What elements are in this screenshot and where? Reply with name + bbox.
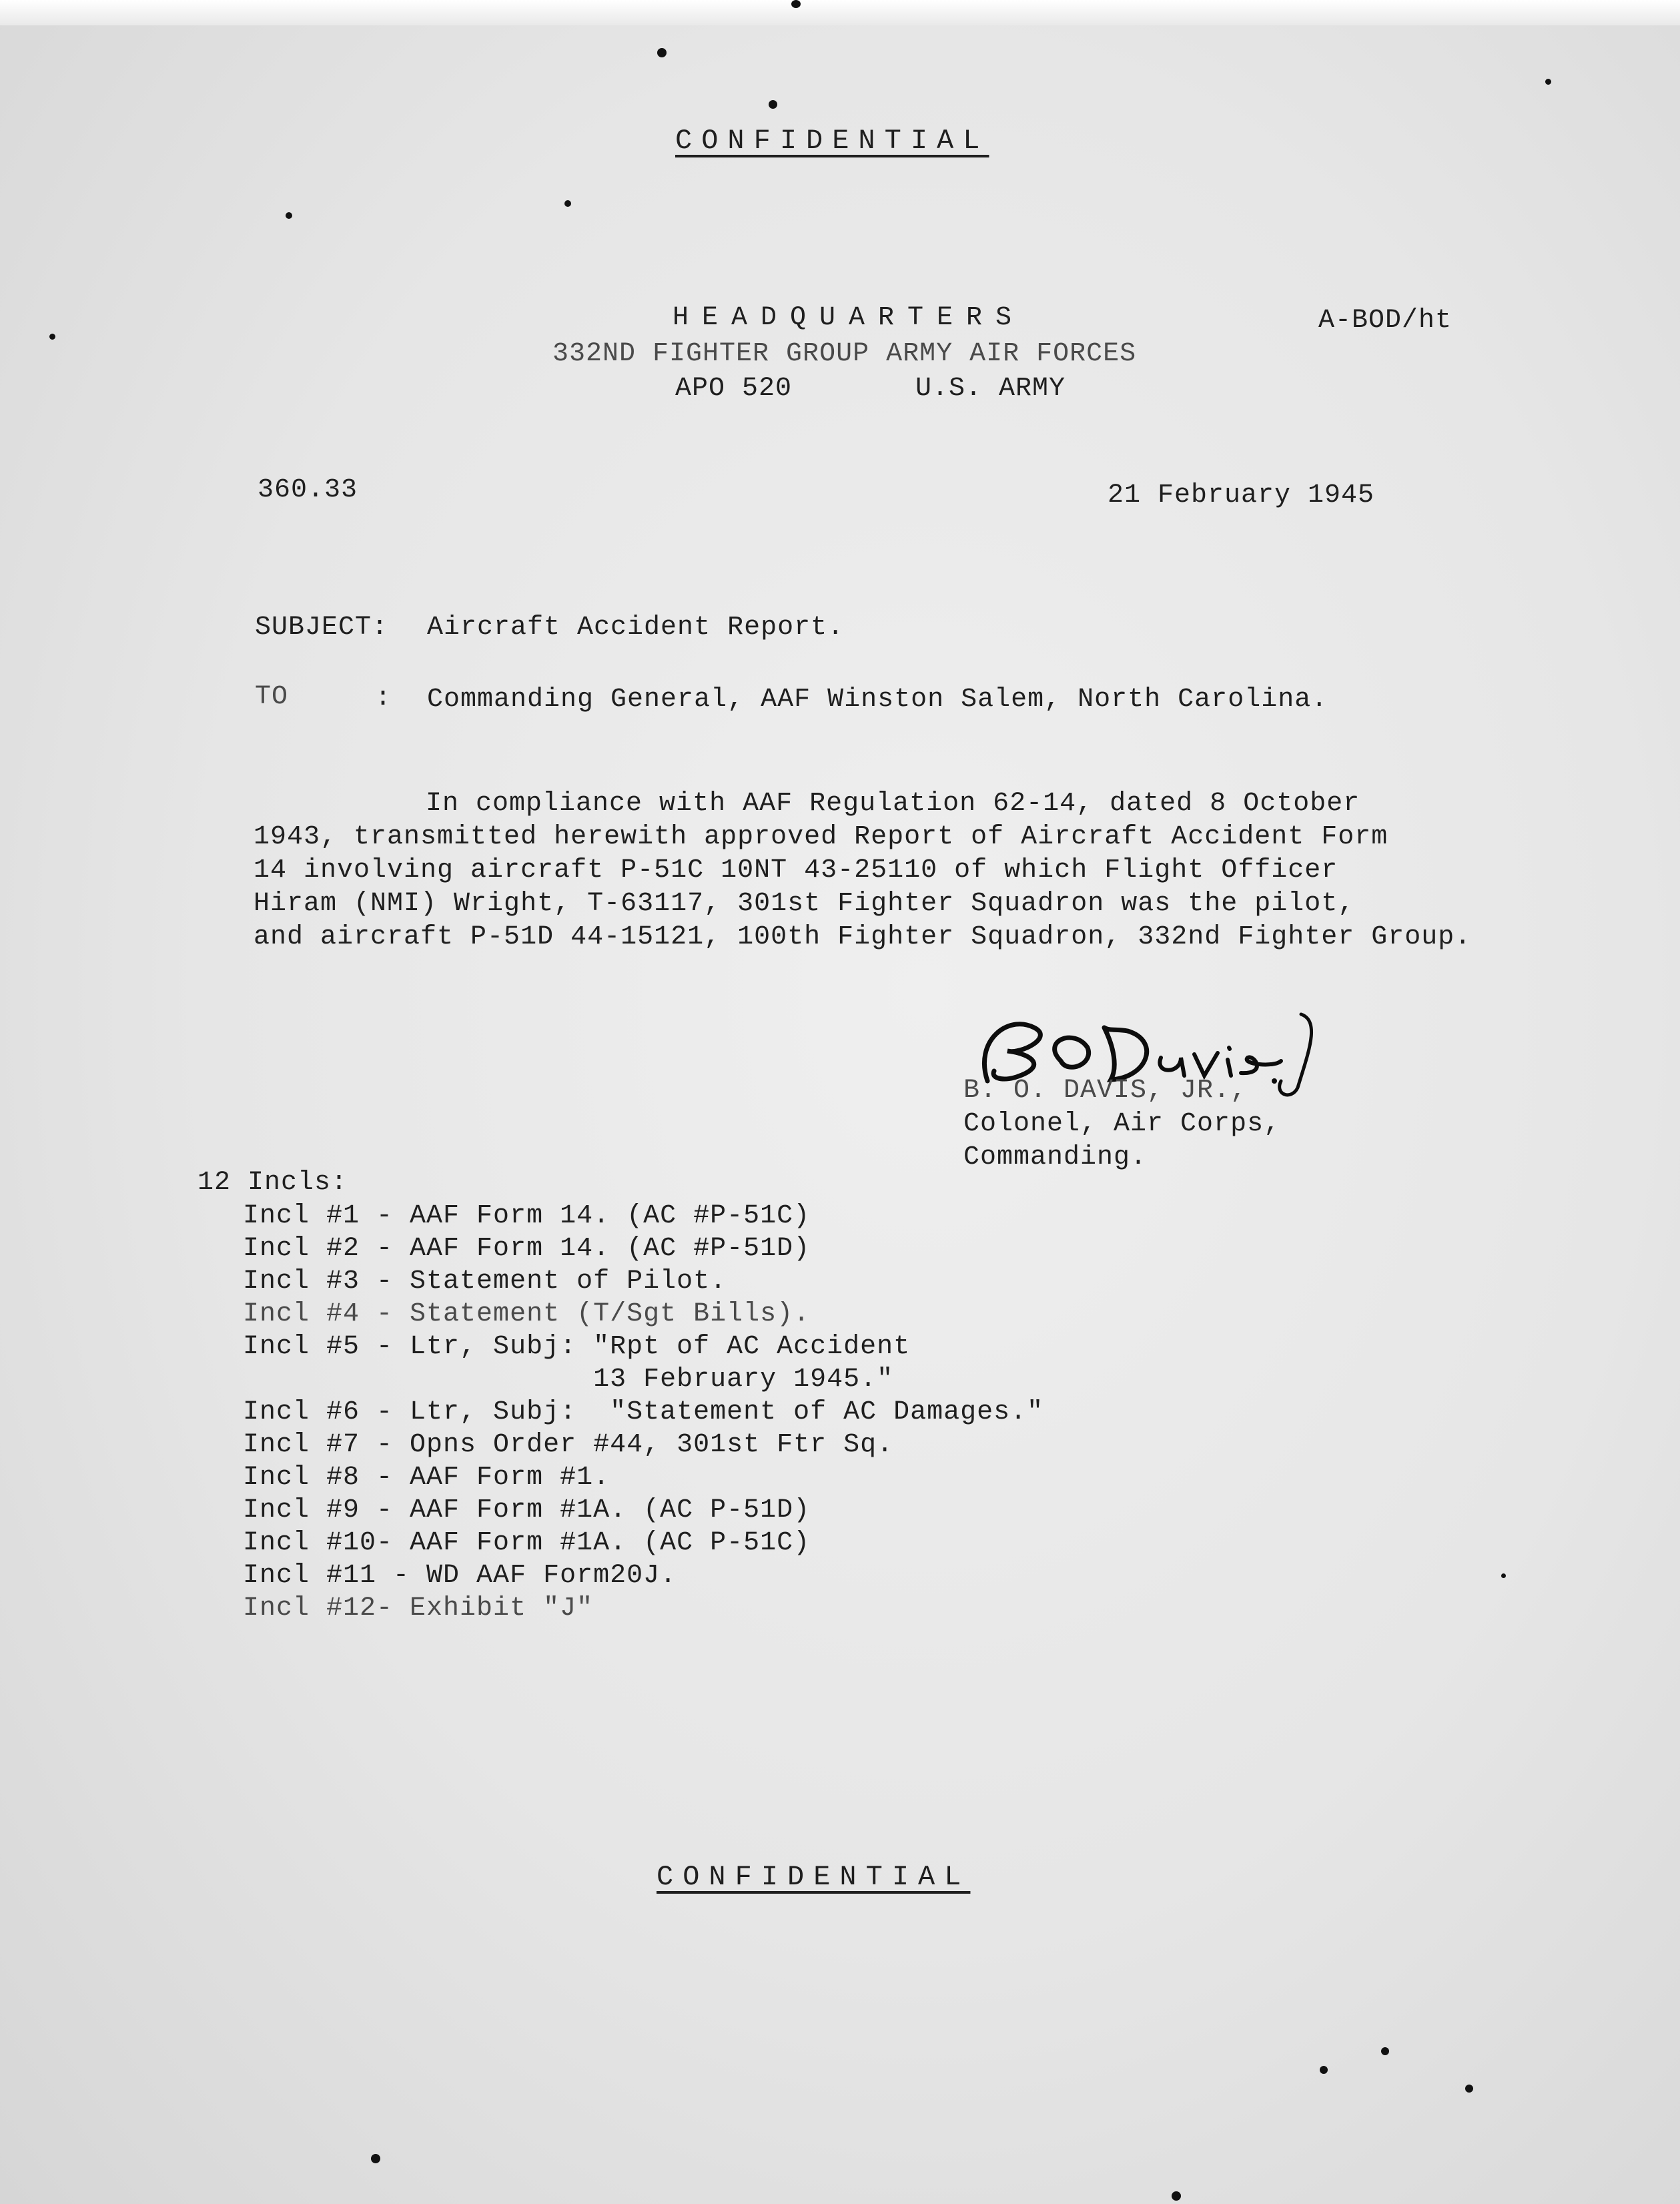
enclosure-item: Incl #2 - AAF Form 14. (AC #P-51D) [243, 1234, 811, 1264]
signer-rank: Colonel, Air Corps, [963, 1109, 1281, 1139]
scan-speck [49, 334, 55, 340]
enclosure-item-continuation: 13 February 1945." [243, 1365, 894, 1395]
scan-top-edge [0, 0, 1680, 25]
enclosure-item: Incl #7 - Opns Order #44, 301st Ftr Sq. [243, 1430, 894, 1460]
scan-speck [1545, 79, 1551, 85]
to-label: TO [255, 682, 289, 712]
enclosure-item: Incl #8 - AAF Form #1. [243, 1463, 610, 1493]
letterhead-headquarters: HEADQUARTERS [673, 303, 1025, 333]
enclosure-item: Incl #6 - Ltr, Subj: "Statement of AC Damages." [243, 1397, 1044, 1427]
scan-speck [286, 212, 292, 219]
scan-speck [657, 48, 667, 57]
body-line: 1943, transmitted herewith approved Report of Aircraft Accident Form [254, 822, 1388, 852]
enclosure-item: Incl #12- Exhibit "J" [243, 1593, 594, 1623]
classification-bottom: CONFIDENTIAL [657, 1861, 971, 1893]
body-line: and aircraft P-51D 44-15121, 100th Fighter Squadron, 332nd Fighter Group. [254, 922, 1472, 952]
enclosures-heading: 12 Incls: [197, 1168, 348, 1198]
scan-speck [1501, 1573, 1506, 1578]
letterhead-apo: APO 520 [675, 374, 793, 404]
scan-speck [371, 2154, 380, 2163]
enclosure-item: Incl #1 - AAF Form 14. (AC #P-51C) [243, 1201, 811, 1231]
to-colon: : [375, 683, 392, 713]
body-line: Hiram (NMI) Wright, T-63117, 301st Fighter Squadron was the pilot, [254, 889, 1355, 919]
enclosure-item: Incl #11 - WD AAF Form20J. [243, 1561, 677, 1591]
body-line: 14 involving aircraft P-51C 10NT 43-25110 of which Flight Officer [254, 855, 1338, 885]
enclosure-item: Incl #4 - Statement (T/Sgt Bills). [243, 1299, 811, 1329]
subject-value: Aircraft Accident Report. [427, 613, 845, 643]
enclosure-item: Incl #3 - Statement of Pilot. [243, 1266, 727, 1297]
body-paragraph [254, 787, 1471, 954]
enclosure-item: Incl #9 - AAF Form #1A. (AC P-51D) [243, 1495, 811, 1525]
signer-role: Commanding. [963, 1142, 1148, 1172]
classification-top: CONFIDENTIAL [675, 125, 989, 157]
reference-code: A-BOD/ht [1318, 306, 1452, 336]
scan-speck [769, 100, 777, 109]
enclosure-item: Incl #5 - Ltr, Subj: "Rpt of AC Accident [243, 1332, 911, 1362]
scan-speck [1381, 2047, 1389, 2055]
scan-speck [791, 0, 801, 8]
letterhead-unit: 332ND FIGHTER GROUP ARMY AIR FORCES [552, 339, 1137, 369]
enclosure-item: Incl #10- AAF Form #1A. (AC P-51C) [243, 1528, 811, 1558]
letterhead-army: U.S. ARMY [915, 374, 1066, 404]
file-number: 360.33 [258, 475, 358, 505]
scan-speck [1320, 2066, 1328, 2074]
letter-date: 21 February 1945 [1108, 480, 1375, 510]
scan-speck [1465, 2085, 1473, 2093]
to-value: Commanding General, AAF Winston Salem, North Carolina. [427, 685, 1328, 715]
scan-speck [564, 200, 571, 207]
signer-name: B. O. DAVIS, JR., [963, 1076, 1248, 1106]
enclosures-list [243, 1200, 1043, 1625]
scan-speck [1172, 2191, 1181, 2201]
body-line: In compliance with AAF Regulation 62-14, dated 8 October [426, 789, 1360, 819]
subject-label: SUBJECT: [255, 613, 389, 643]
